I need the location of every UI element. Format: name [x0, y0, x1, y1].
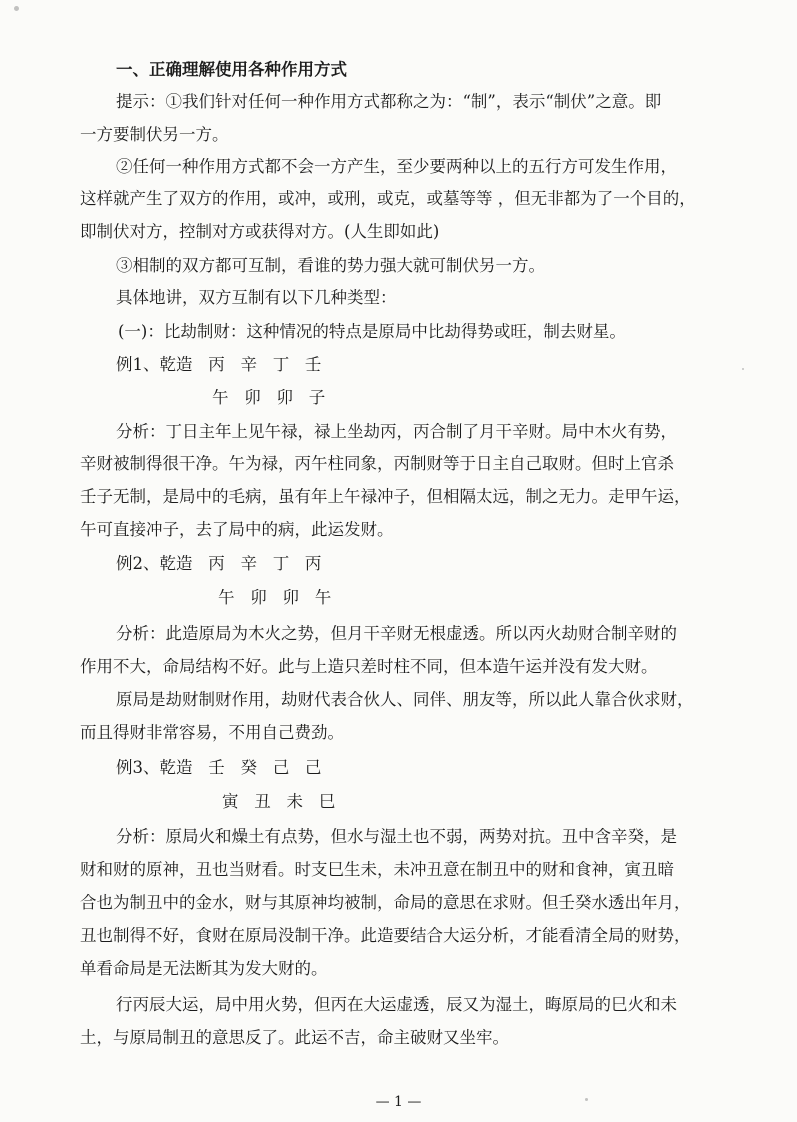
chart-branches-example-1: 午 卯 卯 子 — [212, 388, 326, 407]
text-line: 原局是劫财制财作用，劫财代表合伙人、同伴、朋友等，所以此人靠合伙求财， — [116, 690, 694, 709]
text-line: 辛财被制得很干净。午为禄，丙午柱同象，丙制财等于日主自己取财。但时上官杀 — [80, 454, 674, 473]
chart-branches-example-3: 寅 丑 未 巳 — [222, 792, 336, 811]
text-line: 而且得财非常容易，不用自己费劲。 — [80, 723, 344, 742]
text-line: 这样就产生了双方的作用，或冲，或刑，或克，或墓等等 ，但无非都为了一个目的， — [80, 189, 696, 208]
text-line: 具体地讲，双方互制有以下几种类型： — [116, 288, 397, 307]
text-line: 分析：此造原局为木火之势，但月干辛财无根虚透。所以丙火劫财合制辛财的 — [116, 624, 677, 643]
text-line: 壬子无制，是局中的毛病，虽有年上午禄冲子，但相隔太远，制之无力。走甲午运， — [80, 487, 691, 506]
scan-speck — [742, 368, 744, 370]
chart-branches-example-2: 午 卯 卯 午 — [218, 588, 332, 607]
text-line: 财和财的原神，丑也当财看。时支巳生未，未冲丑意在制丑中的财和食神，寅丑暗 — [80, 860, 674, 879]
chart-stems-example-2: 例2、乾造 丙 辛 丁 丙 — [116, 554, 322, 573]
text-line: ②任何一种作用方式都不会一方产生，至少要两种以上的五行方可发生作用， — [116, 157, 677, 176]
text-line: 土，与原局制丑的意思反了。此运不吉，命主破财又坐牢。 — [80, 1028, 509, 1047]
chart-stems-example-1: 例1、乾造 丙 辛 丁 壬 — [116, 355, 322, 374]
chart-stems-example-3: 例3、乾造 壬 癸 己 己 — [116, 758, 322, 777]
text-line: 一方要制伏另一方。 — [80, 125, 229, 144]
text-line: 午可直接冲子，去了局中的病，此运发财。 — [80, 520, 394, 539]
scan-speck — [14, 6, 19, 11]
text-line: 分析：原局火和燥土有点势，但水与湿土也不弱，两势对抗。丑中含辛癸，是 — [116, 827, 677, 846]
page-number: — 1 — — [375, 1094, 422, 1110]
section-heading: 一、正确理解使用各种作用方式 — [116, 60, 347, 79]
text-line: 单看命局是无法断其为发大财的。 — [80, 959, 328, 978]
text-line: 行丙辰大运，局中用火势，但丙在大运虚透，辰又为湿土，晦原局的巳火和未 — [116, 995, 677, 1014]
text-line: (一)：比劫制财：这种情况的特点是原局中比劫得势或旺，制去财星。 — [118, 322, 626, 341]
scan-speck — [585, 1098, 588, 1101]
text-line: 分析：丁日主年上见午禄，禄上坐劫丙，丙合制了月干辛财。局中木火有势， — [116, 422, 677, 441]
text-line: ③相制的双方都可互制，看谁的势力强大就可制伏另一方。 — [116, 256, 545, 275]
text-line: 提示：①我们针对任何一种作用方式都称之为：“制”，表示“制伏”之意。即 — [116, 92, 662, 111]
text-line: 作用不大，命局结构不好。此与上造只差时柱不同，但本造午运并没有发大财。 — [80, 657, 658, 676]
text-line: 合也为制丑中的金水，财与其原神均被制，命局的意思在求财。但壬癸水透出年月， — [80, 893, 691, 912]
text-line: 丑也制得不好，食财在原局没制干净。此造要结合大运分析，才能看清全局的财势， — [80, 926, 691, 945]
text-line: 即制伏对方，控制对方或获得对方。(人生即如此) — [80, 222, 440, 241]
